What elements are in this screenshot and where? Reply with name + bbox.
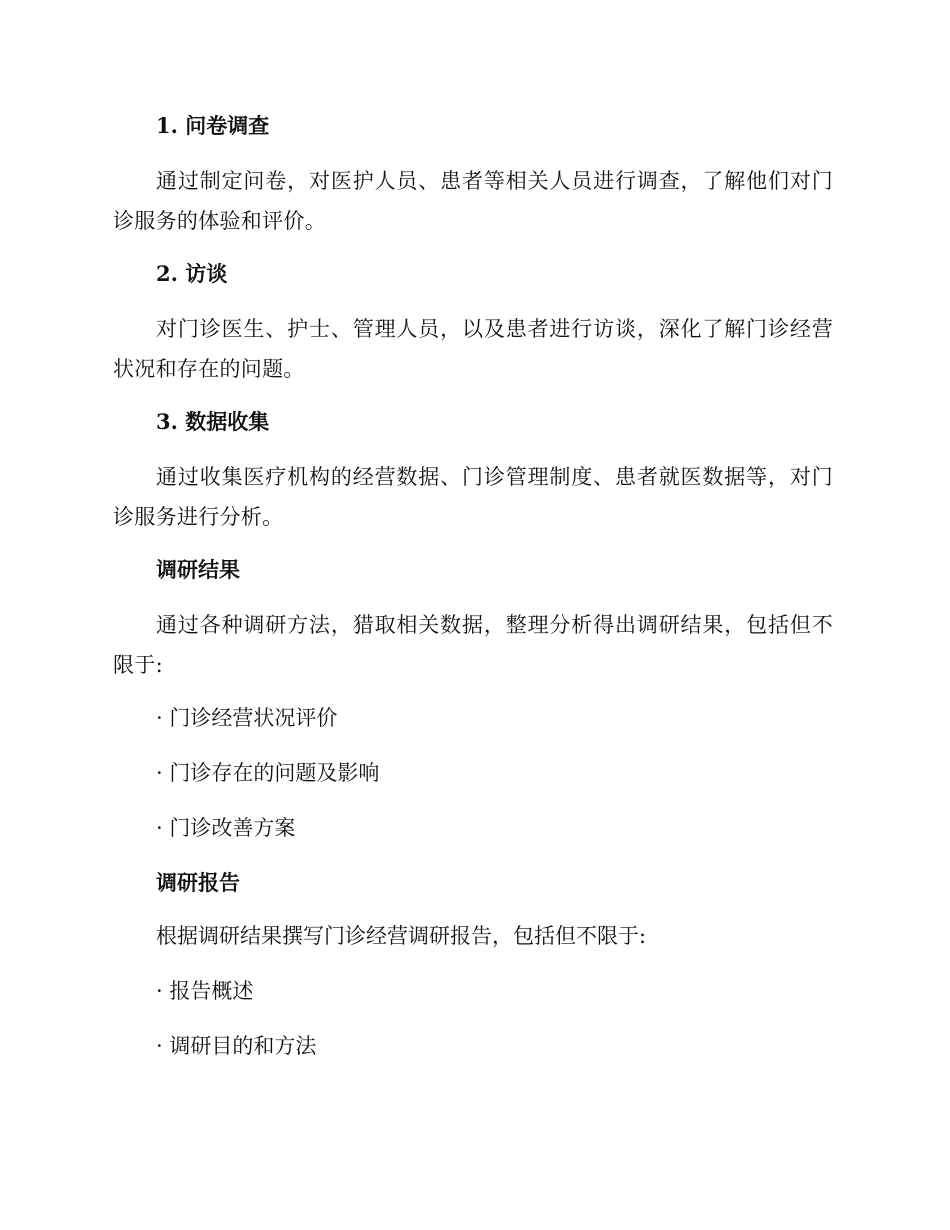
section-heading-research-results: 调研结果	[156, 557, 240, 582]
list-item: · 门诊经营状况评价	[156, 706, 338, 730]
section-paragraph-research-report: 根据调研结果撰写门诊经营调研报告，包括但不限于:	[156, 924, 647, 948]
section-paragraph-research-results: 通过各种调研方法，猎取相关数据，整理分析得出调研结果，包括但不限于:	[113, 613, 833, 677]
document-page	[113, 108, 833, 1064]
section-heading-questionnaire: 1. 问卷调查	[156, 113, 270, 138]
section-paragraph-data-collection: 通过收集医疗机构的经营数据、门诊管理制度、患者就医数据等，对门诊服务进行分析。	[113, 465, 833, 529]
list-item: · 门诊改善方案	[156, 816, 296, 840]
section-heading-data-collection: 3. 数据收集	[156, 409, 270, 434]
section-paragraph-interview: 对门诊医生、护士、管理人员，以及患者进行访谈，深化了解门诊经营状况和存在的问题。	[113, 317, 833, 381]
list-item: · 调研目的和方法	[156, 1034, 317, 1058]
section-heading-research-report: 调研报告	[156, 870, 240, 895]
list-item: · 报告概述	[156, 979, 254, 1003]
list-item: · 门诊存在的问题及影响	[156, 761, 380, 785]
section-paragraph-questionnaire: 通过制定问卷，对医护人员、患者等相关人员进行调查，了解他们对门诊服务的体验和评价。	[113, 169, 833, 233]
section-heading-interview: 2. 访谈	[156, 261, 228, 286]
